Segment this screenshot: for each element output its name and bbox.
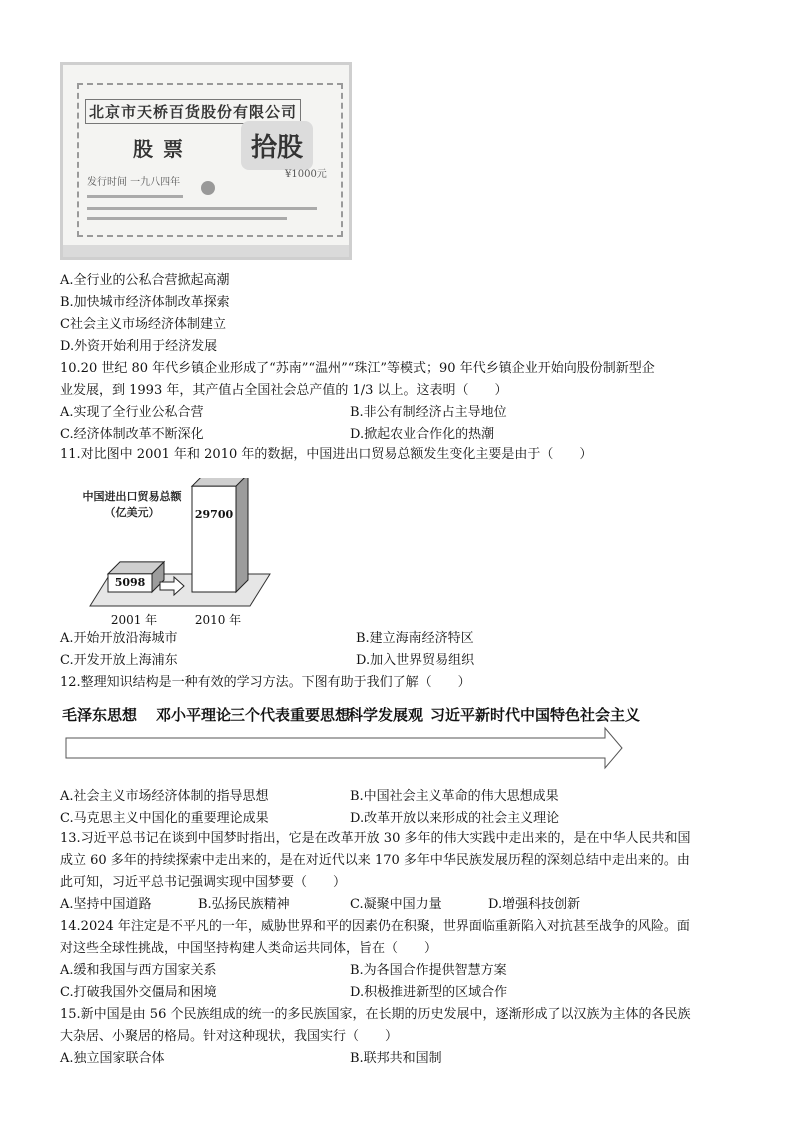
q11-option-a: A.开始开放沿海城市: [60, 631, 178, 646]
theory-timeline: [60, 700, 641, 780]
timeline-item: 毛泽东思想: [62, 706, 138, 724]
chart-unit: （亿美元）: [104, 506, 160, 519]
q15-stem-line2: 大杂居、小聚居的格局。针对这种现状，我国实行（ ）: [60, 1029, 399, 1044]
q9-option-b: B.加快城市经济体制改革探索: [60, 295, 230, 310]
q15-stem-line1: 15.新中国是由 56 个民族组成的统一的多民族国家，在长期的历史发展中，逐渐形成了以汉族为主体的各民族: [60, 1007, 691, 1022]
q13-option-b: B.弘扬民族精神: [198, 897, 290, 912]
trade-chart: [70, 478, 280, 628]
q14-stem-line2: 对这些全球性挑战，中国坚持构建人类命运共同体，旨在（ ）: [60, 941, 438, 956]
bar-value-label: 29700: [194, 508, 234, 522]
q13-option-d: D.增强科技创新: [488, 897, 581, 912]
bar: [192, 486, 236, 592]
q13-option-c: C.凝聚中国力量: [350, 897, 442, 912]
q14-option-b: B.为各国合作提供智慧方案: [350, 963, 507, 978]
q12-option-b: B.中国社会主义革命的伟大思想成果: [350, 789, 559, 804]
certificate-line: [87, 195, 183, 198]
q9-option-c: C社会主义市场经济体制建立: [60, 317, 226, 332]
q10-option-a: A.实现了全行业公私合营: [60, 405, 204, 420]
q13-option-a: A.坚持中国道路: [60, 897, 152, 912]
certificate-amount: ¥1000元: [285, 169, 327, 180]
category-label: 2001 年: [110, 613, 158, 627]
timeline-item: 邓小平理论: [156, 706, 232, 724]
q9-option-d: D.外资开始利用于经济发展: [60, 339, 218, 354]
timeline-item: 三个代表重要思想: [230, 706, 351, 724]
certificate-line: [87, 207, 317, 210]
q14-option-c: C.打破我国外交僵局和困境: [60, 985, 217, 1000]
stock-certificate-image: [60, 62, 352, 260]
q14-stem-line1: 14.2024 年注定是不平凡的一年，威胁世界和平的因素仍在积聚，世界面临重新陷入对抗甚至战争的风险。面: [60, 919, 690, 934]
timeline-item: 习近平新时代中国特色社会主义: [430, 706, 641, 724]
bar-value-label: 5098: [114, 575, 146, 589]
q10-option-d: D.掀起农业合作化的热潮: [350, 427, 495, 442]
q14-option-a: A.缓和我国与西方国家关系: [60, 963, 217, 978]
category-label: 2010 年: [194, 613, 242, 627]
q10-stem-line1: 10.20 世纪 80 年代乡镇企业形成了“苏南”“温州”“珠江”等模式；90 年代乡镇企业开始向股份制新型企: [60, 361, 655, 376]
q15-option-b: B.联邦共和国制: [350, 1051, 442, 1066]
certificate-company: 北京市天桥百货股份有限公司: [85, 99, 301, 124]
certificate-bottom-strip: [63, 245, 349, 257]
bar-side: [236, 478, 248, 592]
q10-option-b: B.非公有制经济占主导地位: [350, 405, 507, 420]
q10-option-c: C.经济体制改革不断深化: [60, 427, 204, 442]
q9-option-a: A.全行业的公私合营掀起高潮: [60, 273, 230, 288]
q12-option-c: C.马克思主义中国化的重要理论成果: [60, 811, 269, 826]
q10-stem-line2: 业发展，到 1993 年，其产值占全国社会总产值的 1/3 以上。这表明（ ）: [60, 383, 508, 398]
chart-title: 中国进出口贸易总额: [82, 490, 182, 503]
q13-stem-line3: 此可知，习近平总书记强调实现中国梦要（ ）: [60, 875, 347, 890]
certificate-seal: [201, 181, 215, 195]
q11-option-d: D.加入世界贸易组织: [356, 653, 475, 668]
q13-stem-line1: 13.习近平总书记在谈到中国梦时指出，它是在改革开放 30 多年的伟大实践中走出来的，是在中华人民共和国: [60, 831, 691, 846]
q11-stem: 11.对比图中 2001 年和 2010 年的数据，中国进出口贸易总额发生变化主要是由于（ ）: [60, 447, 593, 462]
q11-option-b: B.建立海南经济特区: [356, 631, 474, 646]
q14-option-d: D.积极推进新型的区域合作: [350, 985, 508, 1000]
q15-option-a: A.独立国家联合体: [60, 1051, 165, 1066]
q12-stem: 12.整理知识结构是一种有效的学习方法。下图有助于我们了解（ ）: [60, 675, 471, 690]
certificate-issue-date: 发行时间 一九八四年: [87, 177, 181, 188]
timeline-arrow: [60, 700, 630, 780]
chart-canvas: [70, 478, 280, 628]
certificate-shares: 拾股: [241, 121, 313, 170]
timeline-item: 科学发展观: [348, 706, 424, 724]
q12-option-a: A.社会主义市场经济体制的指导思想: [60, 789, 269, 804]
q13-stem-line2: 成立 60 多年的持续探索中走出来的，是在对近代以来 170 多年中华民族发展历程的深刻总结中走出来的。由: [60, 853, 690, 868]
q12-option-d: D.改革开放以来形成的社会主义理论: [350, 811, 560, 826]
certificate-line: [87, 217, 287, 220]
certificate-title: 股票: [133, 137, 193, 161]
q11-option-c: C.开发开放上海浦东: [60, 653, 178, 668]
